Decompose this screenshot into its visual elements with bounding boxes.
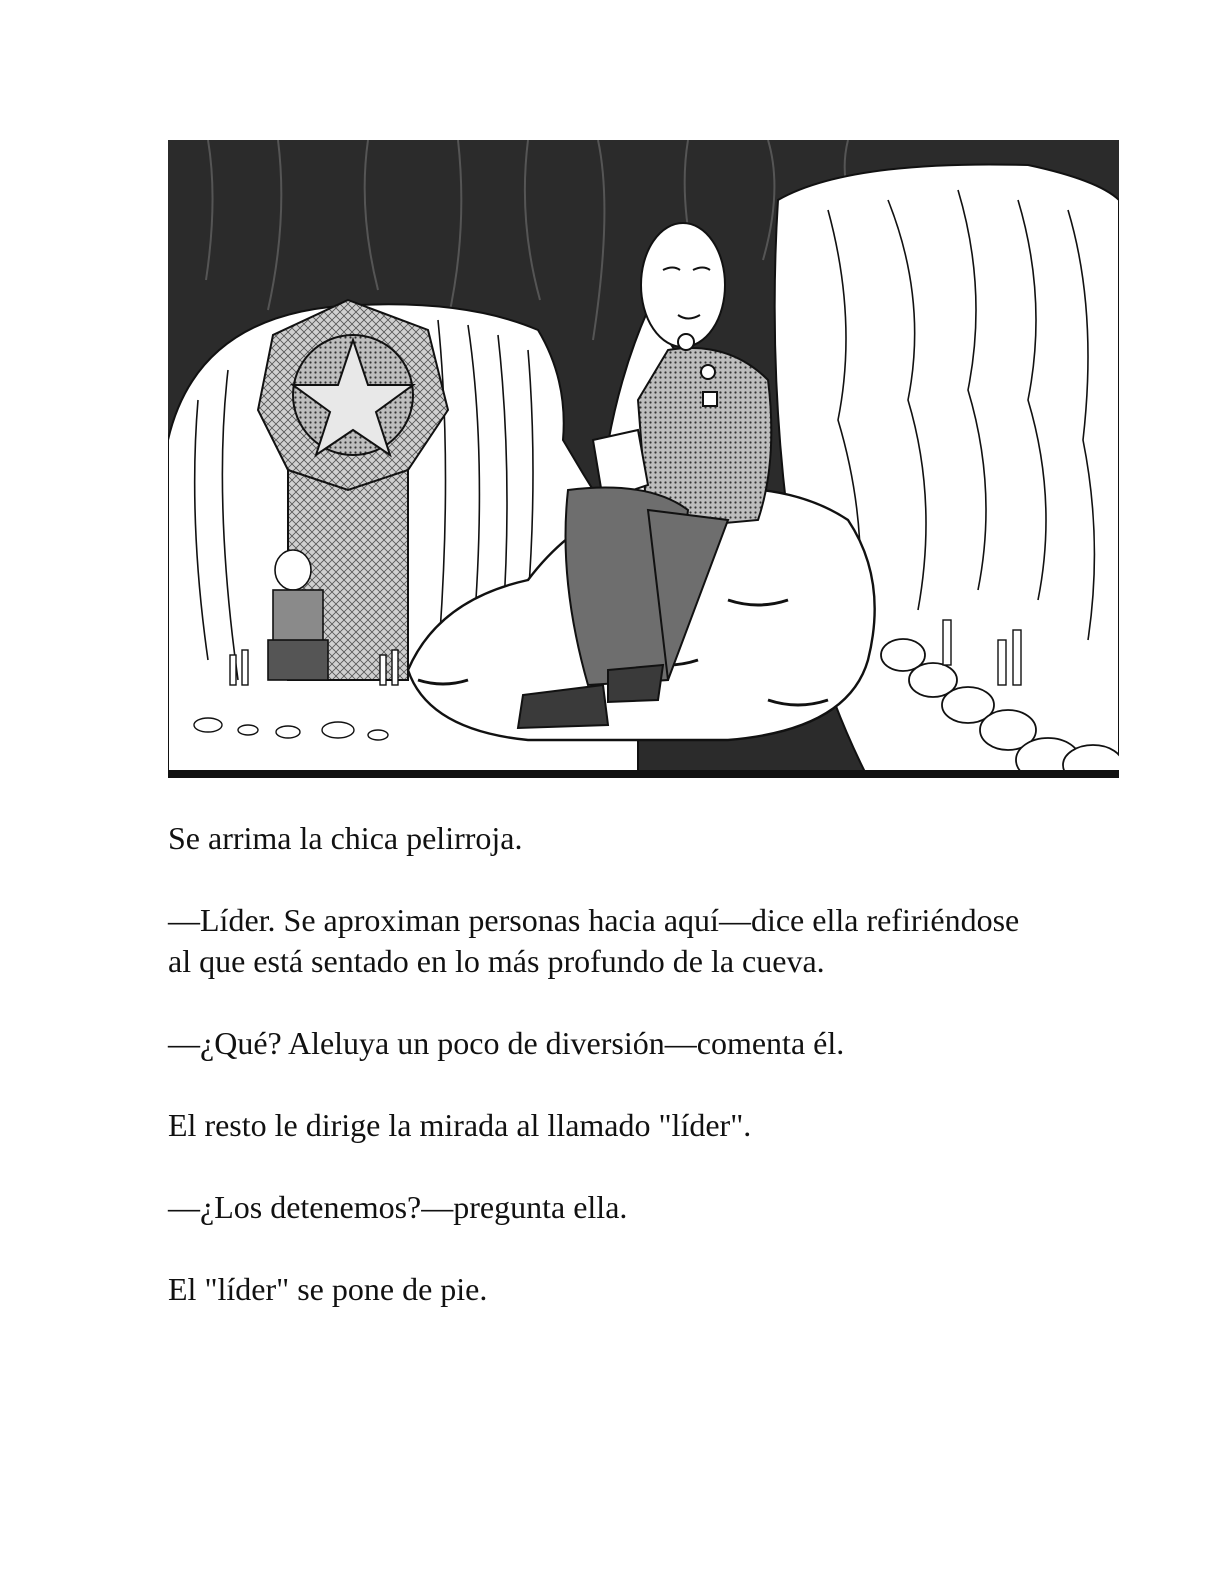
paragraph-5: —¿Los detenemos?—pregunta ella. [168, 1189, 628, 1225]
paragraph-2: —Líder. Se aproximan personas hacia aquí—dice ella refiriéndose al que está sentado en lo más profundo de la cueva. [168, 902, 1020, 979]
story-text [168, 818, 1048, 1351]
cave-drawing [168, 140, 1119, 778]
paragraph-1: Se arrima la chica pelirroja. [168, 820, 523, 856]
paragraph-4: El resto le dirige la mirada al llamado "líder". [168, 1107, 752, 1143]
cave-illustration [168, 140, 1119, 778]
paragraph-3: —¿Qué? Aleluya un poco de diversión—comenta él. [168, 1025, 845, 1061]
paragraph-6: El "líder" se pone de pie. [168, 1271, 488, 1307]
